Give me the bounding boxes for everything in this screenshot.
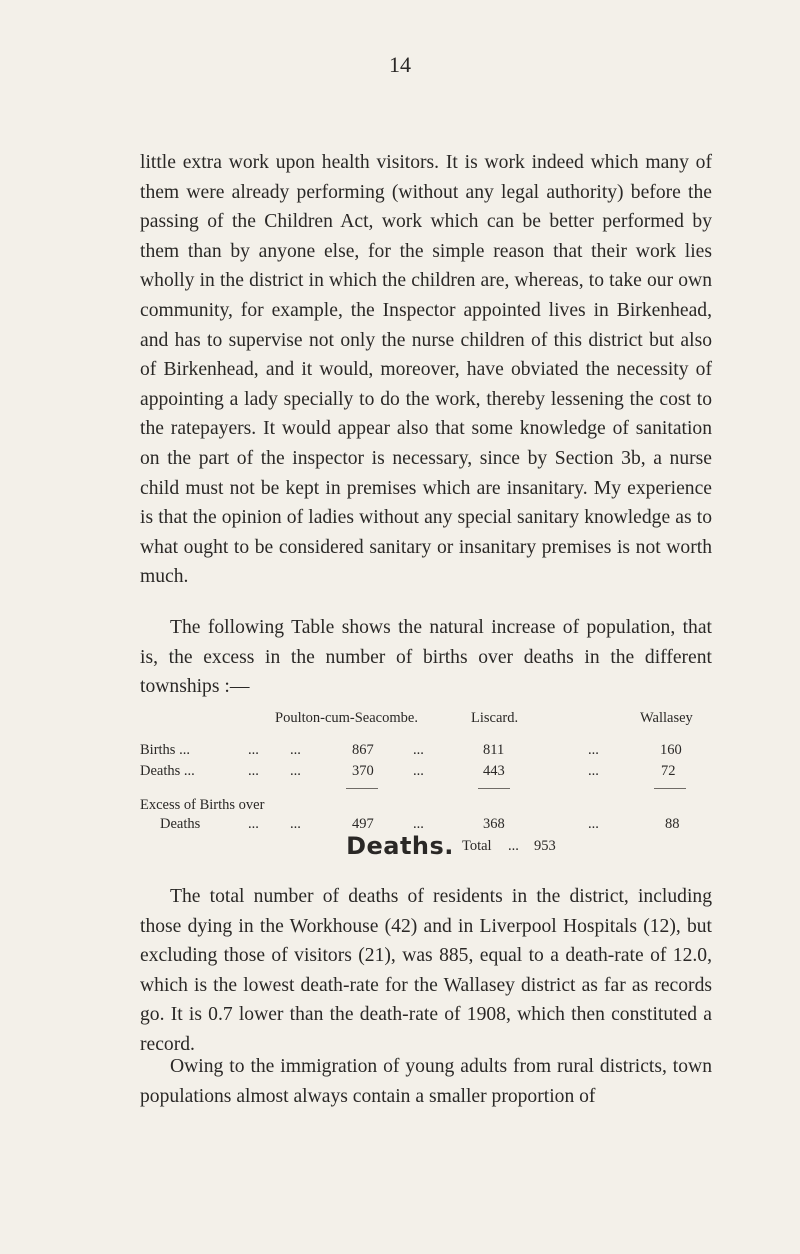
row-leader: ...: [508, 838, 519, 854]
paragraph-table-intro: The following Table shows the natural increase of population, that is, the excess in the number of births over deaths in the different townships :—: [140, 617, 712, 698]
column-header-poulton: Poulton-cum-Seacombe.: [275, 710, 418, 726]
row-label-deaths: Deaths ...: [140, 763, 195, 779]
column-header-liscard: Liscard.: [471, 710, 519, 726]
total-value: 953: [534, 838, 556, 854]
births-poulton: 867: [352, 742, 374, 758]
row-leader: ...: [413, 816, 424, 832]
total-label: Total: [462, 838, 492, 854]
section-heading-deaths: Deaths.: [346, 832, 454, 860]
subtraction-rule: [478, 788, 510, 789]
row-leader: ...: [248, 763, 259, 779]
subtraction-rule: [346, 788, 378, 789]
births-liscard: 811: [483, 742, 505, 758]
deaths-wallasey: 72: [661, 763, 676, 779]
row-leader: ...: [413, 742, 424, 758]
deaths-poulton: 370: [352, 763, 374, 779]
row-label-excess: Excess of Births over: [140, 797, 265, 813]
paragraph-health-visitors: little extra work upon health visitors. It is work indeed which many of them were already performing (without any legal authority) before the passing of the Children Act, work which can be better performed by them than by anyone else, for the simple reason that their work lies wholly in the district in which the children are, whereas, to take our own community, for example, the Inspector appointed lives in Birkenhead, and has to supervise not only the nurse children of this district but also of Birkenhead, and it would, moreover, have obviated the necessity of appointing a lady specially to do the work, thereby lessening the cost to the ratepayers. It would appear also that some knowledge of sanitation on the part of the inspector is necessary, since by Section 3b, a nurse child must not be kept in premises which are insanitary. My experience is that the opinion of ladies without any special sanitary knowledge as to what ought to be considered sanitary or insanitary premises is not worth much.: [140, 152, 712, 588]
row-leader: ...: [588, 742, 599, 758]
paragraph-deaths-total: The total number of deaths of residents in the district, including those dying in the Workhouse (42) and in Liverpool Hospitals (12), but excluding those of visitors (21), was 885, equal to a death-rate of 12.0, which is the lowest death-rate for the Wallasey district as far as records go. It is 0.7 lower than the death-rate of 1908, which then constituted a record.: [140, 886, 712, 1055]
row-leader: ...: [290, 816, 301, 832]
row-leader: ...: [248, 816, 259, 832]
subtraction-rule: [654, 788, 686, 789]
row-leader: ...: [248, 742, 259, 758]
column-header-wallasey: Wallasey: [640, 710, 693, 726]
row-leader: ...: [588, 763, 599, 779]
page-number: 14: [389, 52, 411, 77]
paragraph-immigration: Owing to the immigration of young adults from rural districts, town populations almost always contain a smaller proportion of: [140, 1056, 712, 1107]
deaths-liscard: 443: [483, 763, 505, 779]
row-leader: ...: [413, 763, 424, 779]
row-leader: ...: [290, 742, 301, 758]
excess-poulton: 497: [352, 816, 374, 832]
row-label-excess-deaths: Deaths: [160, 816, 201, 832]
excess-liscard: 368: [483, 816, 505, 832]
excess-wallasey: 88: [665, 816, 680, 832]
row-label-births: Births ...: [140, 742, 190, 758]
births-wallasey: 160: [660, 742, 682, 758]
row-leader: ...: [588, 816, 599, 832]
row-leader: ...: [290, 763, 301, 779]
